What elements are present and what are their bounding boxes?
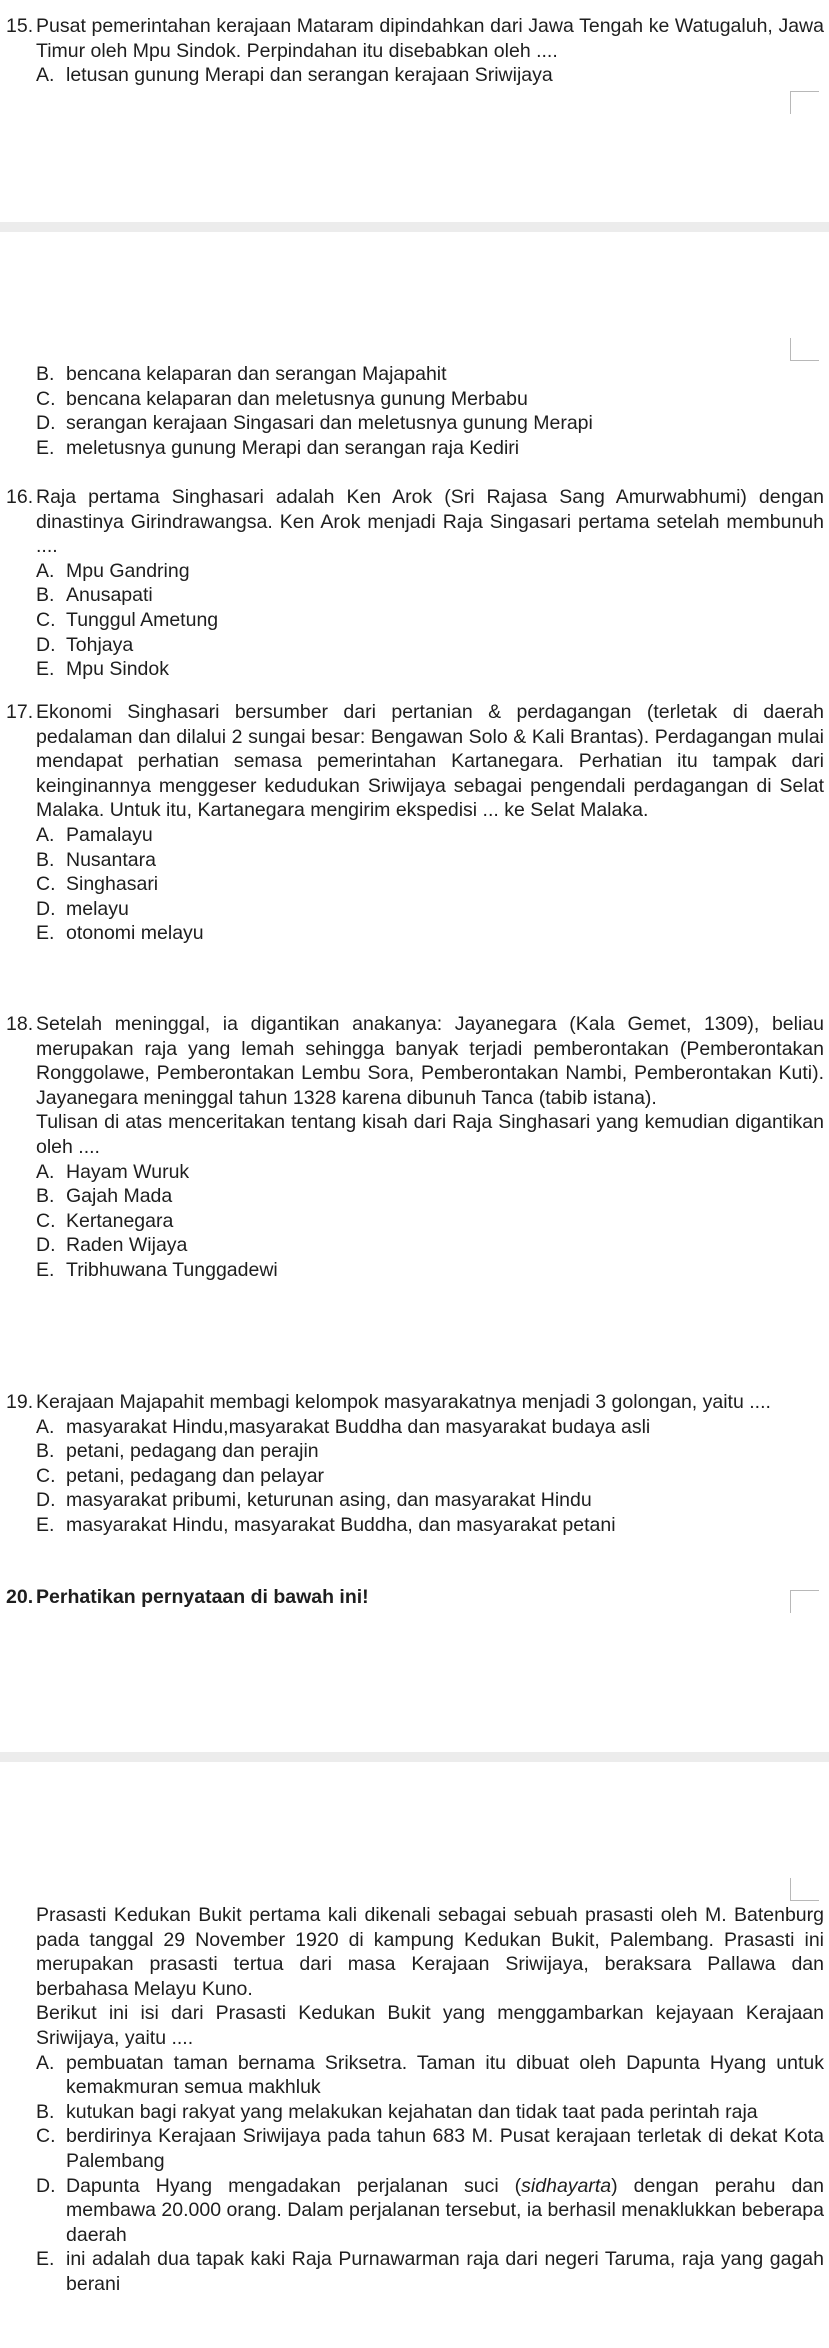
question-number: 15. — [6, 15, 34, 37]
option-e — [6, 921, 824, 946]
option-letter: D. — [36, 1234, 56, 1257]
question-text: Kerajaan Majapahit membagi kelompok masyarakatnya menjadi 3 golongan, yaitu .... — [36, 1391, 771, 1413]
option-letter: D. — [36, 633, 56, 656]
question-17 — [6, 700, 824, 946]
page-corner-mark — [790, 338, 819, 361]
option-text: Hayam Wuruk — [66, 1160, 190, 1183]
question-text: Perhatikan pernyataan di bawah ini! — [36, 1586, 369, 1608]
option-text: serangan kerajaan Singasari dan meletusnya gunung Merapi — [66, 412, 593, 435]
page-corner-mark — [790, 1590, 819, 1613]
option-text: masyarakat pribumi, keturunan asing, dan masyarakat Hindu — [66, 1489, 592, 1512]
question-20 — [6, 1585, 824, 1610]
question-18-prompt: Tulisan di atas menceritakan tentang kisah dari Raja Singhasari yang kemudian digantikan oleh .... — [36, 1111, 824, 1158]
page-break — [0, 1752, 829, 1762]
option-text: masyarakat Hindu, masyarakat Buddha, dan masyarakat petani — [66, 1513, 616, 1536]
question-text: Setelah meninggal, ia digantikan anakanya: Jayanegara (Kala Gemet, 1309), beliau merupakan raja yang lemah sehingga banyak terjadi pemberontakan (Pemberontakan Ronggolawe, Pemberontakan Lembu Sora, Pemberontakan Nambi, Pemberontakan Kuti). Jayanegara meninggal tahun 1328 karena dibunuh Tanca (tabib istana). — [36, 1013, 824, 1109]
question-20-passage: Prasasti Kedukan Bukit pertama kali dikenali sebagai sebuah prasasti oleh M. Batenburg pada tanggal 29 November 1920 di kampung Kedukan Bukit, Palembang. Prasasti ini merupakan prasasti tertua dari masa Kerajaan Sriwijaya, beraksara Pallawa dan berbahasa Melayu Kuno. — [36, 1904, 824, 2000]
question-number: 19. — [6, 1391, 34, 1413]
question-number: 16. — [6, 486, 34, 508]
option-letter: E. — [36, 658, 55, 681]
option-text: Kertanegara — [66, 1209, 174, 1232]
option-text — [66, 2174, 824, 2248]
question-number: 17. — [6, 701, 34, 723]
option-text: Tunggul Ametung — [66, 608, 219, 631]
option-letter: A. — [36, 1160, 55, 1183]
option-text: bencana kelaparan dan meletusnya gunung Merbabu — [66, 387, 528, 410]
option-letter: D. — [36, 897, 56, 920]
option-text: Pamalayu — [66, 823, 153, 846]
option-text: petani, pedagang dan pelayar — [66, 1464, 325, 1487]
question-text: Ekonomi Singhasari bersumber dari pertanian & perdagangan (terletak di daerah pedalaman dan dilalui 2 sungai besar: Bengawan Solo & Kali Brantas). Perdagangan mulai mendapat perhatian semasa pemerintahan Kartanegara. Perhatian itu tampak dari keinginannya menggeser kedudukan Sriwijaya sebagai pengendali perdagangan di Selat Malaka. Untuk itu, Kartanegara mengirim ekspedisi ... ke Selat Malaka. — [36, 701, 824, 822]
option-text: pembuatan taman bernama Sriksetra. Taman itu dibuat oleh Dapunta Hyang untuk kemakmuran semua makhluk — [66, 2051, 824, 2099]
question-18-stem — [6, 1012, 824, 1110]
question-18 — [6, 1012, 824, 1283]
question-15 — [6, 14, 824, 88]
option-text: berdirinya Kerajaan Sriwijaya pada tahun 683 M. Pusat kerajaan terletak di dekat Kota Palembang — [66, 2125, 824, 2172]
option-b — [6, 583, 824, 608]
option-text: Mpu Gandring — [66, 559, 190, 582]
option-letter: E. — [36, 1513, 55, 1536]
option-b — [6, 362, 824, 387]
option-a — [6, 823, 824, 848]
question-20-prompt: Berikut ini isi dari Prasasti Kedukan Bukit yang menggambarkan kejayaan Kerajaan Sriwijaya, yaitu .... — [36, 2002, 824, 2049]
question-number: 18. — [6, 1013, 34, 1035]
option-b — [6, 848, 824, 873]
question-19-stem — [6, 1390, 824, 1415]
option-letter: B. — [36, 363, 55, 385]
option-a — [6, 1160, 824, 1185]
page-break — [0, 222, 829, 232]
option-letter: B. — [36, 1440, 55, 1463]
option-letter: A. — [36, 1415, 55, 1438]
option-e — [6, 657, 824, 682]
page-corner-mark — [790, 91, 819, 114]
option-b — [6, 1439, 824, 1464]
question-16 — [6, 485, 824, 682]
option-letter: D. — [36, 1489, 56, 1512]
option-letter: C. — [36, 608, 56, 631]
option-letter: C. — [36, 1209, 56, 1232]
option-e — [6, 436, 824, 461]
option-c — [6, 608, 824, 633]
question-16-stem — [6, 485, 824, 559]
option-text: Anusapati — [66, 584, 153, 607]
option-letter: C. — [36, 2125, 56, 2148]
option-text-part: Dapunta Hyang mengadakan perjalanan suci ( — [66, 2174, 522, 2197]
question-20-continued — [6, 1903, 824, 2297]
option-e — [6, 1513, 824, 1538]
option-text: kutukan bagi rakyat yang melakukan kejahatan dan tidak taat pada perintah raja — [66, 2100, 758, 2123]
option-a — [6, 559, 824, 584]
option-letter: B. — [36, 584, 55, 607]
option-c — [6, 1464, 824, 1489]
option-text: melayu — [66, 897, 129, 920]
option-d — [6, 1488, 824, 1513]
option-text: Gajah Mada — [66, 1185, 173, 1208]
option-letter: B. — [36, 1185, 55, 1208]
option-letter: E. — [36, 436, 55, 459]
question-text: Pusat pemerintahan kerajaan Mataram dipindahkan dari Jawa Tengah ke Watugaluh, Jawa Timur oleh Mpu Sindok. Perpindahan itu disebabkan oleh .... — [36, 15, 824, 62]
option-text: petani, pedagang dan perajin — [66, 1440, 319, 1463]
option-letter: D. — [36, 412, 56, 435]
option-a — [6, 1415, 824, 1440]
option-letter: C. — [36, 387, 56, 410]
option-text-italic: sidhayarta — [521, 2174, 612, 2197]
option-c — [6, 1209, 824, 1234]
option-letter: A. — [36, 64, 55, 87]
option-text: Singhasari — [66, 873, 159, 896]
option-text: bencana kelaparan dan serangan Majapahit — [66, 363, 447, 385]
option-text: Raden Wijaya — [66, 1234, 188, 1257]
option-text: Mpu Sindok — [66, 658, 169, 681]
question-text: Raja pertama Singhasari adalah Ken Arok (Sri Rajasa Sang Amurwabhumi) dengan dinastinya Girindrawangsa. Ken Arok menjadi Raja Singasari pertama setelah membunuh .... — [36, 486, 824, 558]
option-letter: C. — [36, 1464, 56, 1487]
option-c — [6, 387, 824, 412]
option-letter: D. — [36, 2174, 56, 2197]
question-15-continued — [6, 362, 824, 460]
option-text: Tohjaya — [66, 633, 134, 656]
option-text: masyarakat Hindu,masyarakat Buddha dan masyarakat budaya asli — [66, 1415, 651, 1438]
option-letter: A. — [36, 2051, 55, 2074]
option-letter: E. — [36, 922, 55, 945]
option-text: Tribhuwana Tunggadewi — [66, 1258, 278, 1281]
option-letter: A. — [36, 823, 55, 846]
option-letter: E. — [36, 2248, 55, 2271]
option-e — [6, 2247, 824, 2296]
option-c — [6, 2124, 824, 2173]
option-d — [6, 633, 824, 658]
option-letter: B. — [36, 2100, 55, 2123]
question-17-stem — [6, 700, 824, 823]
option-d — [6, 1233, 824, 1258]
option-letter: E. — [36, 1258, 55, 1281]
question-20-stem — [6, 1585, 824, 1610]
option-b — [6, 2100, 824, 2125]
option-c — [6, 872, 824, 897]
option-letter: C. — [36, 873, 56, 896]
option-text: letusan gunung Merapi dan serangan kerajaan Sriwijaya — [66, 64, 553, 87]
option-b — [6, 1184, 824, 1209]
option-d — [6, 897, 824, 922]
question-15-stem — [6, 14, 824, 63]
option-letter: B. — [36, 848, 55, 871]
option-text: ini adalah dua tapak kaki Raja Purnawarman raja dari negeri Taruma, raja yang gagah berani — [66, 2248, 824, 2295]
option-text: otonomi melayu — [66, 922, 204, 945]
option-a — [6, 2051, 824, 2100]
option-text: Nusantara — [66, 848, 156, 871]
option-text-part: ) dengan perahu dan membawa 20.000 orang. Dalam perjalanan tersebut, ia berhasil menaklukkan beberapa daerah — [66, 2174, 824, 2246]
option-text: meletusnya gunung Merapi dan serangan raja Kediri — [66, 436, 520, 459]
option-letter: A. — [36, 559, 55, 582]
option-d — [6, 411, 824, 436]
question-19 — [6, 1390, 824, 1538]
question-number: 20. — [6, 1586, 34, 1608]
option-e — [6, 1258, 824, 1283]
option-a — [6, 63, 824, 88]
page-corner-mark — [790, 1878, 819, 1901]
option-d — [6, 2174, 824, 2248]
